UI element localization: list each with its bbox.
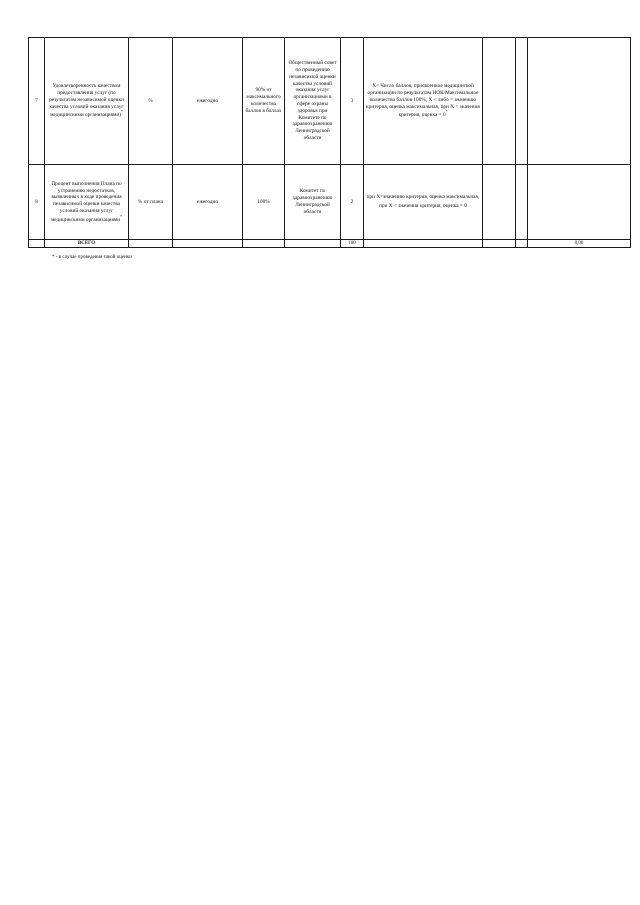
score-cell xyxy=(528,165,631,240)
unit-cell: % xyxy=(129,38,173,165)
total-row xyxy=(29,240,631,248)
target-cell: 90% от максимального количества баллов в баллах xyxy=(243,38,285,165)
criteria-table xyxy=(28,37,631,248)
value-cell xyxy=(483,165,516,240)
row-number: 8 xyxy=(29,165,45,240)
period-cell: ежегодно xyxy=(173,165,243,240)
table-row xyxy=(29,38,631,165)
weight-cell: 2 xyxy=(341,165,364,240)
total-weight: 100 xyxy=(341,240,364,248)
total-score: 0,00 xyxy=(528,240,631,248)
indicator-name: Удовлетворенность качеством предоставления услуг (по результатам независимой оценки качества условий оказания услуг медицинскими организациями)* xyxy=(45,38,129,165)
table-row xyxy=(29,165,631,240)
score-cell xyxy=(528,38,631,165)
method-cell: Х= Число баллов, присвоенное медицинской организации по результатам НОК/Максимальное количество баллов 100%, Х < либо = значению критерия, оценка максимальная, при Х < значения критерия, оценка = 0* xyxy=(364,38,483,165)
target-cell: 100% xyxy=(243,165,285,240)
source-cell: Общественный совет по проведению независимой оценки качества условий оказания услуг организациями в сфере охраны здоровья при Комитете по здравоохранению Ленинградской области xyxy=(285,38,341,165)
row-number: 7 xyxy=(29,38,45,165)
footnote: * - в случае проведения такой оценки xyxy=(52,255,132,260)
period-cell: ежегодно xyxy=(173,38,243,165)
method-cell: при Х=значению критерия, оценка максимальная, при Х < значения критерия, оценка = 0 xyxy=(364,165,483,240)
indicator-name: Процент выполнения Плана по устранению недостатков, выявленных в ходе проведения независимой оценки качества условий оказания услуг медицинскими организациями* xyxy=(45,165,129,240)
narrow-cell xyxy=(516,165,528,240)
narrow-cell xyxy=(516,38,528,165)
total-label: ВСЕГО xyxy=(45,240,129,248)
unit-cell: % от плана xyxy=(129,165,173,240)
weight-cell: 3 xyxy=(341,38,364,165)
value-cell xyxy=(483,38,516,165)
source-cell: Комитет по здравоохранению Ленинградской области xyxy=(285,165,341,240)
